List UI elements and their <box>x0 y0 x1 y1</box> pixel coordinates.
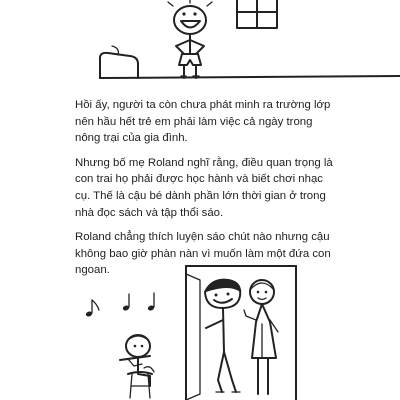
paragraph-1: Hồi ấy, người ta còn chưa phát minh ra trường lớp nên hầu hết trẻ em phải làm việc cả ngày trong nông trại của gia đình. <box>75 99 331 145</box>
father-figure <box>205 279 240 392</box>
window-icon <box>237 0 277 28</box>
boy-with-flute <box>120 335 154 398</box>
boy-figure <box>168 0 212 78</box>
paragraph-3: Roland chẳng thích luyện sáo chút nào nhưng cậu không bao giờ phàn nàn vì muốn làm một đứa con ngoan. <box>75 231 331 277</box>
floor-line <box>100 76 400 78</box>
story-text <box>75 97 337 287</box>
mother-figure <box>244 280 278 394</box>
paragraph-2: Nhưng bố mẹ Roland nghĩ rằng, điều quan trọng là con trai họ phải được học hành và biết chơi nhạc cụ. Thế là cậu bé dành phần lớn thời gian ở trong nhà đọc sách và tập thổi sáo. <box>75 156 333 219</box>
sofa-shape <box>100 53 138 78</box>
music-note-icon <box>85 300 99 317</box>
top-illustration <box>0 0 400 92</box>
bottom-illustration <box>0 262 400 400</box>
music-note-icon <box>122 294 130 311</box>
door-frame <box>186 266 296 400</box>
music-note-icon <box>147 293 155 311</box>
